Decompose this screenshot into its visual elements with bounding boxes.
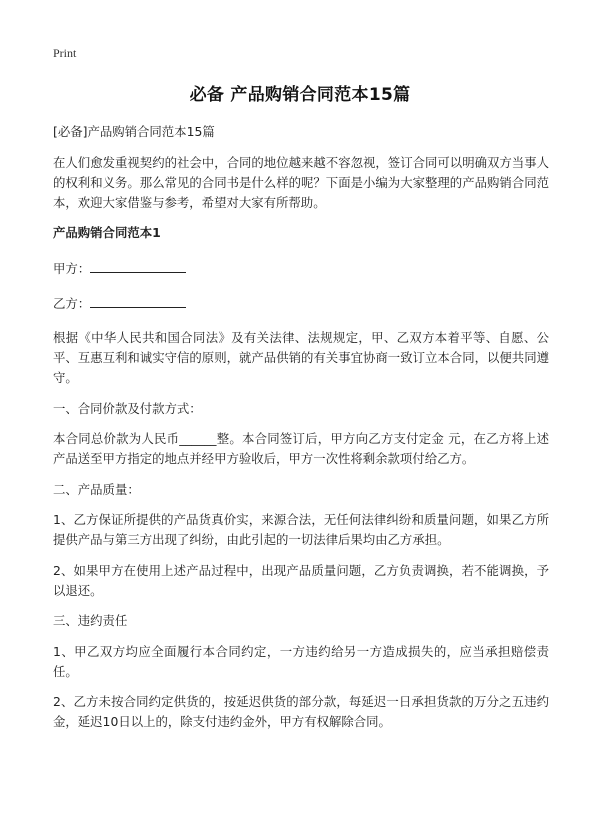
section-title: 产品购销合同范本1 (53, 225, 161, 240)
party-b-label: 乙方： (53, 296, 91, 311)
intro-paragraph: 在人们愈发重视契约的社会中，合同的地位越来越不容忽视，签订合同可以明确双方当事人的权利和义务。那么常见的合同书是什么样的呢？下面是小编为大家整理的产品购销合同范本，欢迎大家借鉴与参考，希望对大家有所帮助。 (53, 154, 549, 210)
party-a-label: 甲方： (53, 261, 91, 276)
clause1-heading: 一、合同价款及付款方式： (53, 400, 202, 416)
document-body (53, 122, 549, 743)
party-a-blank (90, 258, 186, 273)
clause2-heading: 二、产品质量： (53, 481, 140, 497)
clause3-item-1: 1、甲乙双方均应全面履行本合同约定，一方违约给另一方造成损失的，应当承担赔偿责任。 (53, 643, 549, 679)
clause2-item-2: 2、如果甲方在使用上述产品过程中，出现产品质量问题，乙方负责调换，若不能调换，予以退还。 (53, 562, 549, 598)
clause3-item-2: 2、乙方未按合同约定供货的，按延迟供货的部分款，每延迟一日承担货款的万分之五违约金，延迟10日以上的，除支付违约金外，甲方有权解除合同。 (53, 694, 549, 729)
document-title: 必备 产品购销合同范本15篇 (189, 85, 411, 105)
party-b-blank (90, 293, 186, 308)
party-a-row (53, 258, 549, 279)
clause1-text: 本合同总价款为人民币______整。本合同签订后，甲方向乙方支付定金 元，在乙方将上述产品送至甲方指定的地点并经甲方验收后，甲方一次性将剩余款项付给乙方。 (53, 431, 549, 466)
clause2-item-1: 1、乙方保证所提供的产品货真价实，来源合法，无任何法律纠纷和质量问题，如果乙方所提供产品与第三方出现了纠纷，由此引起的一切法律后果均由乙方承担。 (53, 512, 549, 547)
basis-paragraph: 根据《中华人民共和国合同法》及有关法律、法规规定，甲、乙双方本着平等、自愿、公平、互惠互利和诚实守信的原则，就产品供销的有关事宜协商一致订立本合同，以便共同遵守。 (53, 330, 549, 385)
print-label: Print (53, 46, 77, 60)
party-b-row (53, 293, 549, 314)
document-subtitle: [必备]产品购销合同范本15篇 (53, 124, 215, 139)
clause3-heading: 三、违约责任 (53, 613, 128, 628)
